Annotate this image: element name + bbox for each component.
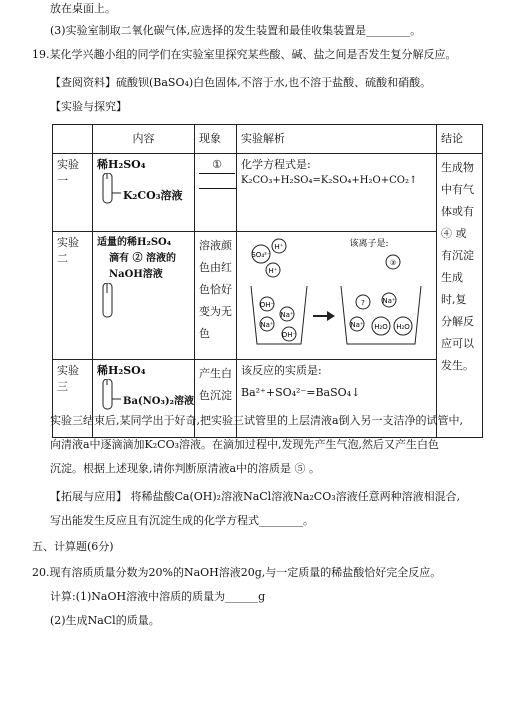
- q20-part-1: 计算:(1)NaOH溶液中溶质的质量为______g: [50, 590, 266, 603]
- extend-line-1: 【拓展与应用】 将稀盐酸Ca(OH)₂溶液NaCl溶液Na₂CO₃溶液任意两种溶液相混合,: [50, 490, 461, 503]
- reagent-label: 滴有 ② 溶液的NaOH溶液: [109, 253, 176, 280]
- para-line-2: 向清液a中逐滴滴加K₂CO₃溶液。在滴加过程中,发现先产生气泡,然后又产生白色: [50, 438, 440, 451]
- ion-label: OH⁻: [281, 331, 297, 339]
- ion-label: Na⁺: [280, 311, 294, 319]
- conclusion-text: 生成物中有气体或有 ④ 或有沉淀生成时,复分解反应可以发生。: [441, 161, 474, 372]
- test-tube-icon: [97, 283, 187, 323]
- table-header: [53, 125, 93, 154]
- reagent-label: 稀H₂SO₄: [97, 364, 146, 377]
- analysis-text: 化学方程式是:: [241, 158, 311, 171]
- table-header: 结论: [437, 125, 483, 154]
- q20-part-2: (2)生成NaCl的质量。: [50, 614, 160, 627]
- q18-3: (3)实验室制取二氧化碳气体,应选择的发生装置和最佳收集装置是________。: [50, 24, 422, 37]
- ion-label: Na⁺: [382, 297, 396, 305]
- blank-3: ③: [389, 259, 397, 267]
- row-content: [93, 154, 195, 232]
- row-label: 实验三: [53, 360, 93, 438]
- blank-1: ①: [199, 157, 235, 174]
- ion-label: H₂O: [396, 323, 410, 331]
- row-phenomenon: 溶液颜色由红色恰好变为无色: [195, 232, 237, 360]
- reagent-label: Ba(NO₃)₂溶液: [123, 396, 195, 407]
- table-header: 内容: [93, 125, 195, 154]
- info-text: 【查阅资料】硫酸钡(BaSO₄)白色固体,不溶于水,也不溶于盐酸、硫酸和硝酸。: [50, 76, 432, 89]
- ion-label: H⁺: [274, 243, 284, 251]
- extend-line-2: 写出能发生反应且有沉淀生成的化学方程式________。: [50, 514, 314, 527]
- reagent-label: 稀H₂SO₄: [97, 158, 146, 171]
- reagent-label: 适量的稀H₂SO₄: [97, 237, 172, 248]
- row-analysis: [237, 232, 437, 360]
- table-row: [53, 154, 483, 232]
- ion-label: ?: [361, 299, 365, 307]
- ion-diagram: [239, 234, 429, 352]
- row-content: [93, 232, 195, 360]
- section-5-heading: 五、计算题(6分): [32, 540, 114, 553]
- experiment-table: [52, 124, 483, 438]
- ion-label: SO₄²⁻: [251, 251, 271, 259]
- row-label: 实验一: [53, 154, 93, 232]
- para-line-3: 沉淀。根据上述现象,请你判断原清液a中的溶质是 ⑤ 。: [50, 462, 321, 475]
- row-label: 实验二: [53, 232, 93, 360]
- q19-title: 19.某化学兴趣小组的同学们在实验室里探究某些酸、碱、盐之间是否发生复分解反应。: [32, 48, 457, 61]
- q20-text: 20.现有溶质质量分数为20%的NaOH溶液20g,与一定质量的稀盐酸恰好完全反应。: [32, 566, 442, 579]
- table-row: [53, 232, 483, 360]
- ion-label: H₂O: [374, 323, 388, 331]
- ion-label: Na⁺: [350, 321, 364, 329]
- reagent-label: K₂CO₃溶液: [123, 189, 183, 202]
- equation: K₂CO₃+H₂SO₄=K₂SO₄+H₂O+CO₂↑: [241, 175, 418, 186]
- explore-title: 【实验与探究】: [50, 100, 127, 113]
- ion-label: H⁺: [268, 267, 278, 275]
- row-analysis: [237, 154, 437, 232]
- ion-label: Na⁺: [260, 321, 274, 329]
- analysis-text: 该反应的实质是:: [241, 364, 322, 377]
- row-phenomenon: 产生白色沉淀: [195, 360, 237, 438]
- table-header: 现象: [195, 125, 237, 154]
- equation: Ba²⁺+SO₄²⁻=BaSO₄↓: [241, 386, 361, 399]
- ion-label: OH⁻: [259, 301, 275, 309]
- top-line: 放在桌面上。: [50, 2, 116, 15]
- table-header: 实验解析: [237, 125, 437, 154]
- para-line-1: 实验三结束后,某同学出于好奇,把实验三试管里的上层清液a倒入另一支洁净的试管中,: [50, 414, 464, 427]
- conclusion-cell: [437, 154, 483, 438]
- table-header-row: [53, 125, 483, 154]
- ion-label-title: 该离子是:: [349, 239, 389, 249]
